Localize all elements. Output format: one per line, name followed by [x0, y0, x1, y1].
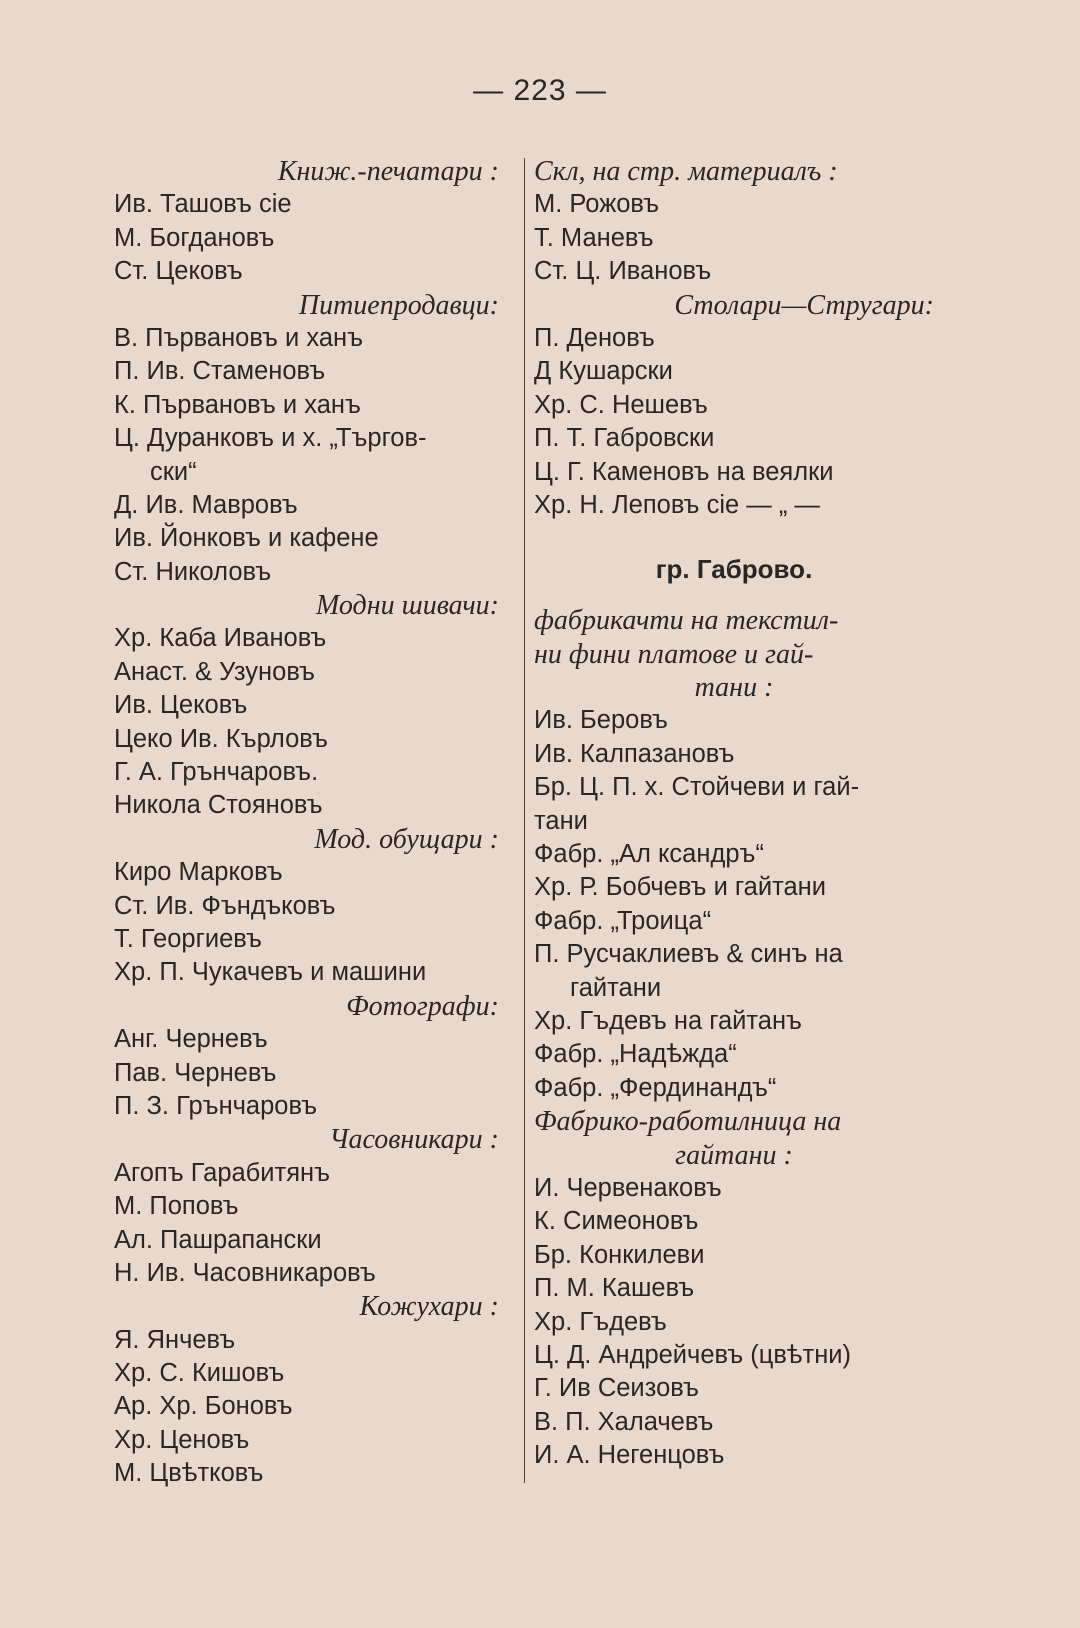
- directory-entry-continuation: ски“: [150, 457, 197, 486]
- directory-entry: Фабр. „Ал ксандръ“: [534, 840, 764, 869]
- directory-entry: П. Деновъ: [534, 323, 655, 352]
- directory-entry: Хр. С. Нешевъ: [534, 390, 708, 419]
- directory-entry: Ст. Цековъ: [114, 257, 243, 286]
- directory-entry: Хр. Н. Леповъ сіе — „ —: [534, 490, 820, 519]
- directory-entry: К. Симеоновъ: [534, 1207, 699, 1236]
- directory-entry: Ц. Д. Андрейчевъ (цвѣтни): [534, 1340, 852, 1369]
- left-column: [114, 155, 499, 1491]
- section-heading: фабрикачти на текстил-: [534, 605, 839, 637]
- directory-entry: Я. Янчевъ: [114, 1325, 236, 1354]
- page-number: — 223 —: [473, 74, 607, 107]
- section-heading: гайтани :: [675, 1139, 793, 1171]
- town-heading: гр. Габрово.: [655, 554, 813, 585]
- directory-entry: Никола Стояновъ: [114, 791, 323, 820]
- directory-entry: Ц. Дуранковъ и х. „Търгов-: [114, 424, 427, 453]
- directory-entry-continuation: гайтани: [570, 973, 662, 1002]
- directory-entry: П. М. Кашевъ: [534, 1274, 695, 1303]
- directory-entry: Цеко Ив. Кърловъ: [114, 724, 328, 753]
- section-heading: Модни шивачи:: [315, 590, 499, 622]
- directory-entry: В. Първановъ и ханъ: [114, 323, 364, 352]
- section-heading: Столари—Стругари:: [674, 289, 934, 321]
- directory-entry: К. Първановъ и ханъ: [114, 390, 361, 419]
- directory-entry: И. А. Негенцовъ: [534, 1441, 725, 1470]
- directory-entry: Ив. Цековъ: [114, 691, 248, 720]
- directory-entry: Хр. Каба Ивановъ: [114, 624, 327, 653]
- directory-entry: Ст. Ц. Ивановъ: [534, 257, 712, 286]
- directory-entry: Ар. Хр. Боновъ: [114, 1392, 293, 1421]
- directory-entry: Анаст. & Узуновъ: [114, 657, 315, 686]
- directory-entry: Ив. Ташовъ сіе: [114, 190, 292, 219]
- section-heading: Фотографи:: [346, 990, 499, 1022]
- directory-entry: Фабр. „Фердинандъ“: [534, 1073, 777, 1102]
- section-heading: Книж.-печатари :: [277, 156, 499, 187]
- directory-entry: М. Цвѣтковъ: [114, 1459, 264, 1488]
- section-heading: Скл, на стр. материалъ :: [534, 156, 838, 187]
- directory-entry: Фабр. „Надѣжда“: [534, 1040, 737, 1069]
- section-heading: Фабрико-работилница на: [534, 1106, 842, 1138]
- directory-entry: Бр. Ц. П. х. Стойчеви и гай-: [534, 773, 860, 802]
- directory-entry: Хр. Гъдевъ на гайтанъ: [534, 1006, 802, 1035]
- directory-entry: Г. Ив Сеизовъ: [534, 1374, 699, 1403]
- directory-entry: Ал. Пашрапански: [114, 1225, 322, 1254]
- directory-entry: Н. Ив. Часовникаровъ: [114, 1258, 376, 1287]
- directory-entry: Ив. Йонковъ и кафене: [114, 524, 379, 553]
- directory-entry: В. П. Халачевъ: [534, 1407, 714, 1436]
- directory-entry: Хр. С. Кишовъ: [114, 1359, 285, 1388]
- directory-entry: Ив. Калпазановъ: [534, 739, 735, 768]
- directory-entry: Хр. Гъдевъ: [534, 1307, 667, 1336]
- section-heading: Питиепродавци:: [298, 289, 499, 321]
- directory-entry: Т. Георгиевъ: [114, 924, 262, 953]
- directory-entry: Киро Марковъ: [114, 858, 283, 887]
- directory-entry: Агопъ Гарабитянъ: [114, 1158, 331, 1187]
- directory-entry: Хр. П. Чукачевъ и машини: [114, 958, 427, 987]
- section-heading: Мод. обущари :: [314, 823, 499, 855]
- directory-entry: Д Кушарски: [534, 357, 673, 386]
- directory-entry: М. Рожовъ: [534, 190, 660, 219]
- directory-entry: И. Червенаковъ: [534, 1173, 722, 1202]
- directory-entry: Д. Ив. Мавровъ: [114, 490, 298, 519]
- directory-entry: П. Т. Габровски: [534, 424, 715, 453]
- directory-entry: П. З. Грънчаровъ: [114, 1091, 318, 1120]
- directory-entry: Ц. Г. Каменовъ на веялки: [534, 457, 834, 486]
- column-divider: [524, 158, 525, 1483]
- directory-entry: П. Ив. Стаменовъ: [114, 357, 326, 386]
- directory-entry: Ив. Беровъ: [534, 706, 668, 735]
- directory-entry: М. Богдановъ: [114, 223, 275, 252]
- directory-entry: Ст. Николовъ: [114, 557, 272, 586]
- directory-entry: Хр. Р. Бобчевъ и гайтани: [534, 873, 826, 902]
- directory-entry: Бр. Конкилеви: [534, 1240, 705, 1269]
- section-heading: Кожухари :: [359, 1291, 499, 1323]
- directory-entry: П. Русчаклиевъ & синъ на: [534, 940, 843, 969]
- directory-entry: Ст. Ив. Фъндъковъ: [114, 891, 336, 920]
- directory-entry: Анг. Черневъ: [114, 1025, 268, 1054]
- directory-entry: Пав. Черневъ: [114, 1058, 277, 1087]
- section-heading: ни фини платове и гай-: [534, 638, 814, 670]
- directory-entry: Хр. Ценовъ: [114, 1425, 250, 1454]
- section-heading: Часовникари :: [329, 1124, 499, 1156]
- directory-entry: Г. А. Грънчаровъ.: [114, 758, 319, 787]
- section-heading: тани :: [694, 672, 774, 704]
- directory-entry: Фабр. „Троица“: [534, 906, 712, 935]
- directory-entry: тани: [534, 806, 588, 835]
- directory-entry: Т. Маневъ: [534, 223, 654, 252]
- right-column: [534, 155, 934, 1472]
- directory-entry: М. Поповъ: [114, 1192, 239, 1221]
